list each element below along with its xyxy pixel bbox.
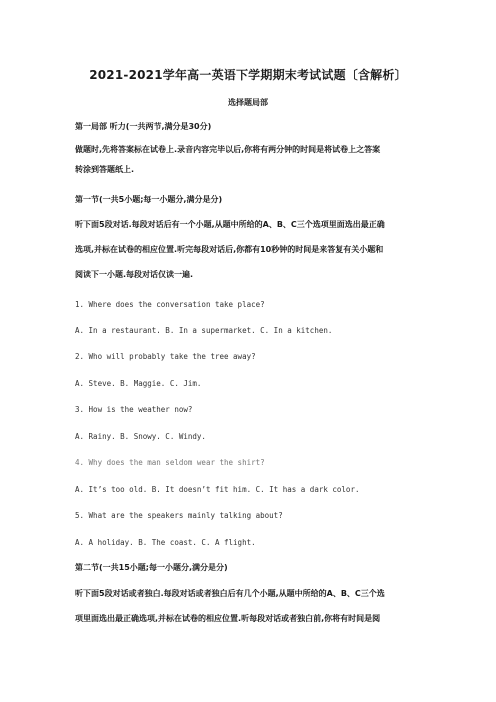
question-4: 4. Why does the man seldom wear the shirt? (75, 458, 265, 467)
instruction-line-1: 做题时,先将答案标在试卷上.录音内容完毕以后,你将有两分钟的时间是将试卷上之答案 (75, 145, 381, 154)
part1-heading: 第一局部 听力(一共两节,满分是30分) (75, 122, 212, 131)
section1-heading: 第一节(一共5小题;每一小题分,满分是分) (75, 195, 223, 204)
question-1: 1. Where does the conversation take place? (75, 300, 265, 309)
document-subtitle: 选择题局部 (228, 98, 268, 107)
question-5: 5. What are the speakers mainly talking about? (75, 511, 283, 520)
question-5-options: A. A holiday. B. The coast. C. A flight. (75, 538, 256, 547)
section2-instruction-line-2: 项里面选出最正确选项,并标在试卷的相应位置.听每段对话或者独白前,你将有时间是阅 (75, 614, 381, 623)
section2-instruction-line-1: 听下面5段对话或者独白.每段对话或者独白后有几个小题,从题中所给的A、B、C三个选 (75, 589, 385, 598)
section1-instruction-line-1: 听下面5段对话.每段对话后有一个小题,从题中所给的A、B、C三个选项里面选出最正确 (75, 220, 385, 229)
document-title: 2021-2021学年高一英语下学期期末考试试题〔含解析〕 (89, 68, 407, 82)
question-3-options: A. Rainy. B. Snowy. C. Windy. (75, 432, 206, 441)
question-1-options: A. In a restaurant. B. In a supermarket. C. In a kitchen. (75, 326, 333, 335)
instruction-line-2: 转涂到答题纸上. (75, 165, 135, 174)
question-2: 2. Who will probably take the tree away? (75, 352, 256, 361)
section1-instruction-line-3: 阅读下一小题.每段对话仅读一遍. (75, 270, 194, 279)
section1-instruction-line-2: 选项,并标在试卷的相应位置.听完每段对话后,你都有10秒钟的时间是来答复有关小题和 (75, 245, 384, 254)
section2-heading: 第二节(一共15小题;每一小题分,满分是分) (75, 563, 228, 572)
question-2-options: A. Steve. B. Maggie. C. Jim. (75, 379, 202, 388)
question-4-options: A. It’s too old. B. It doesn’t fit him. C. It has a dark color. (75, 485, 360, 494)
question-3: 3. How is the weather now? (75, 405, 193, 414)
